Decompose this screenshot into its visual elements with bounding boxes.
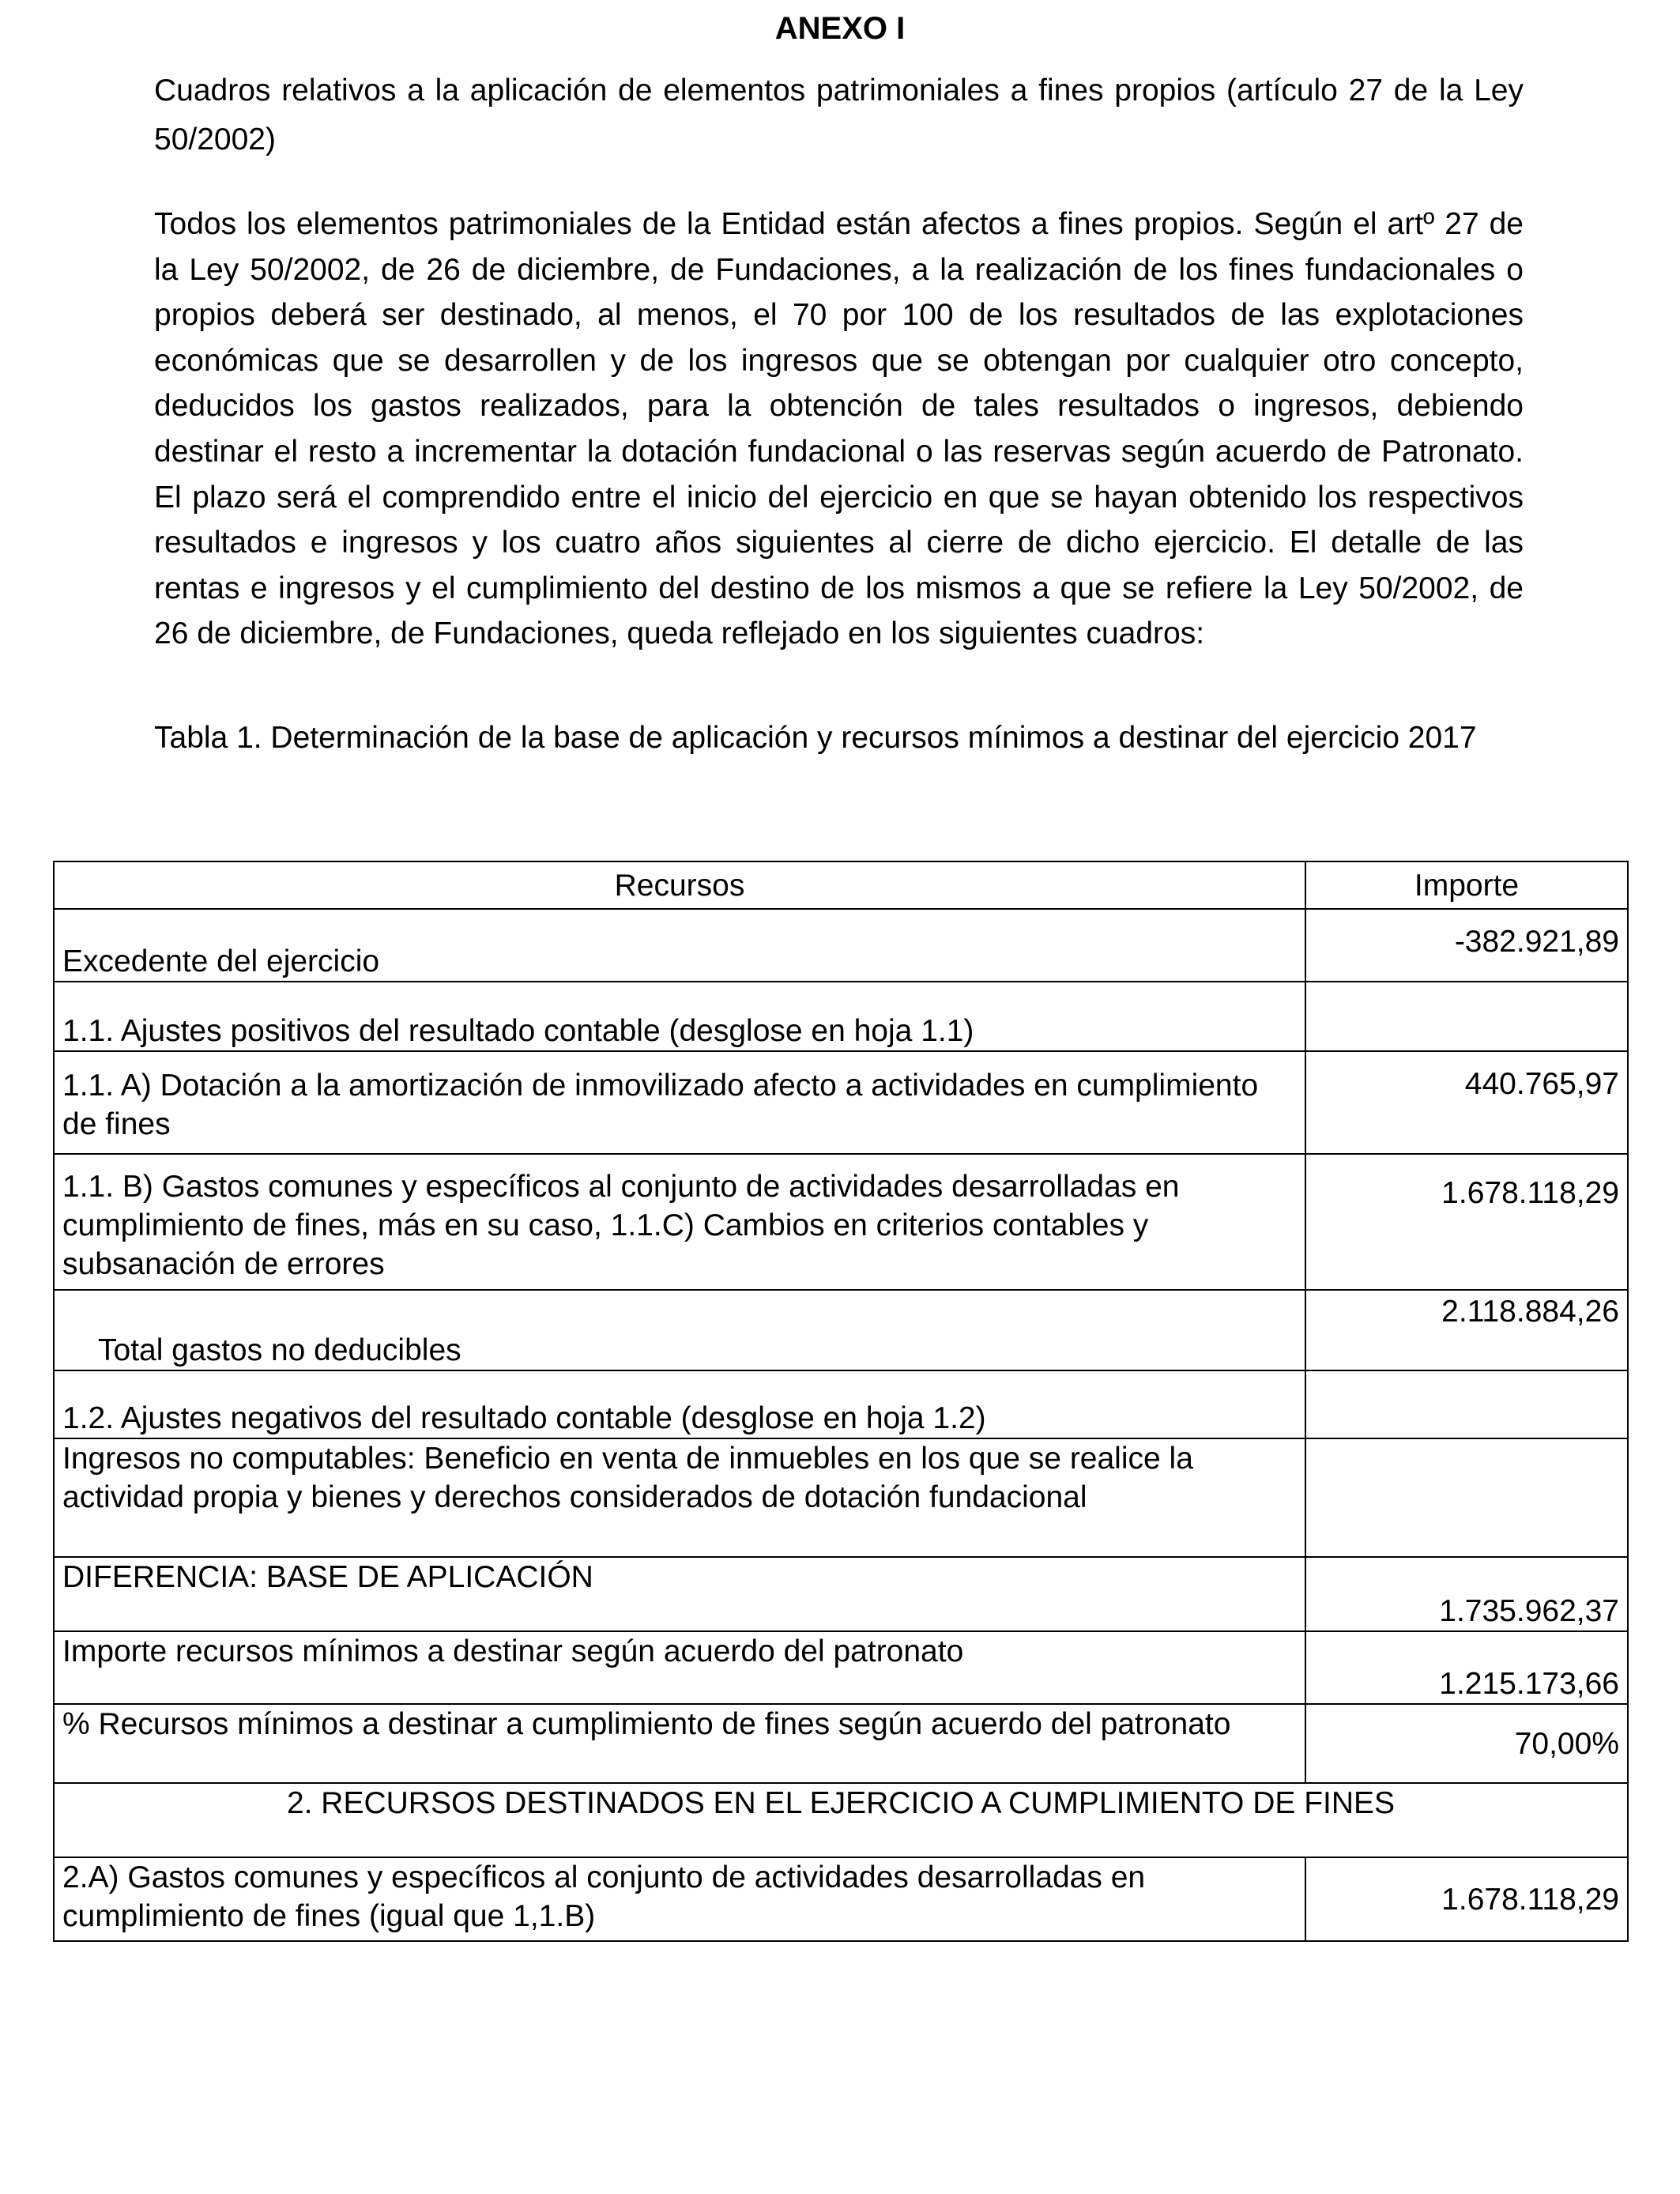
table-section-row [54,1783,1628,1857]
row-amount-gastos-destinados: 1.678.118,29 [1305,1857,1628,1941]
row-amount-dotacion-amortizacion: 440.765,97 [1305,1051,1628,1154]
row-amount-gastos-comunes: 1.678.118,29 [1305,1154,1628,1290]
row-label-excedente: Excedente del ejercicio [54,909,1305,982]
row-amount-porcentaje-recursos: 70,00% [1305,1704,1628,1783]
row-amount-recursos-minimos: 1.215.173,66 [1305,1631,1628,1704]
table-row [54,1857,1628,1941]
table-row [54,1557,1628,1631]
intro-paragraph: Todos los elementos patrimoniales de la Entidad están afectos a fines propios. Según el artº 27 de la Ley 50/2002, de 26 de diciembre, de Fundaciones, a la realización de los fines fundacionales o propios deberá ser destinado, al menos, el 70 por 100 de los resultados de las explotaciones económicas que se desarrollen y de los ingresos que se obtengan por cualquier otro concepto, deducidos los gastos realizados, para la obtención de tales resultados o ingresos, debiendo destinar el resto a incrementar la dotación fundacional o las reservas según acuerdo de Patronato. El plazo será el comprendido entre el inicio del ejercicio en que se hayan obtenido los respectivos resultados e ingresos y los cuatro años siguientes al cierre de dicho ejercicio. El detalle de las rentas e ingresos y el cumplimiento del destino de los mismos a que se refiere la Ley 50/2002, de 26 de diciembre, de Fundaciones, queda reflejado en los siguientes cuadros: [154,207,1524,651]
table-row [54,982,1628,1051]
table-caption: Tabla 1. Determinación de la base de aplicación y recursos mínimos a destinar del ejercicio 2017 [154,721,1477,755]
row-label-ingresos-no-computables: Ingresos no computables: Beneficio en venta de inmuebles en los que se realice la actividad propia y bienes y derechos considerados de dotación fundacional [54,1438,1305,1557]
table-row [54,1051,1628,1154]
table-row [54,1370,1628,1438]
table-row [54,1438,1628,1557]
header-recursos: Recursos [54,861,1305,909]
annex-title: ANEXO I [774,11,906,46]
row-label-gastos-comunes: 1.1. B) Gastos comunes y específicos al conjunto de actividades desarrolladas en cumplimiento de fines, más en su caso, 1.1.C) Cambios en criterios contables y subsanación de errores [54,1154,1305,1290]
row-amount-base-aplicacion: 1.735.962,37 [1305,1557,1628,1631]
row-label-dotacion-amortizacion: 1.1. A) Dotación a la amortización de inmovilizado afecto a actividades en cumplimiento de fines [54,1051,1305,1154]
row-amount-ingresos-no-computables [1305,1438,1628,1557]
section-header-recursos-destinados: 2. RECURSOS DESTINADOS EN EL EJERCICIO A CUMPLIMIENTO DE FINES [54,1783,1628,1857]
row-label-gastos-destinados: 2.A) Gastos comunes y específicos al conjunto de actividades desarrolladas en cumplimiento de fines (igual que 1,1.B) [54,1857,1305,1941]
table-header-row [54,861,1628,909]
row-label-ajustes-positivos: 1.1. Ajustes positivos del resultado contable (desglose en hoja 1.1) [54,982,1305,1051]
row-amount-excedente: -382.921,89 [1305,909,1628,982]
row-label-base-aplicacion: DIFERENCIA: BASE DE APLICACIÓN [54,1557,1305,1631]
table-row [54,1290,1628,1370]
resources-table [53,861,1629,1942]
row-label-recursos-minimos: Importe recursos mínimos a destinar según acuerdo del patronato [54,1631,1305,1704]
table-row [54,1631,1628,1704]
row-amount-ajustes-negativos [1305,1370,1628,1438]
table-row [54,1154,1628,1290]
header-importe: Importe [1305,861,1628,909]
row-label-total-gastos: Total gastos no deducibles [54,1290,1305,1370]
row-amount-total-gastos: 2.118.884,26 [1305,1290,1628,1370]
row-label-porcentaje-recursos: % Recursos mínimos a destinar a cumplimiento de fines según acuerdo del patronato [54,1704,1305,1783]
table-row [54,1704,1628,1783]
table-row [54,909,1628,982]
row-amount-ajustes-positivos [1305,982,1628,1051]
annex-subtitle: Cuadros relativos a la aplicación de elementos patrimoniales a fines propios (artículo 27 de la Ley 50/2002) [154,74,1524,156]
row-label-ajustes-negativos: 1.2. Ajustes negativos del resultado contable (desglose en hoja 1.2) [54,1370,1305,1438]
